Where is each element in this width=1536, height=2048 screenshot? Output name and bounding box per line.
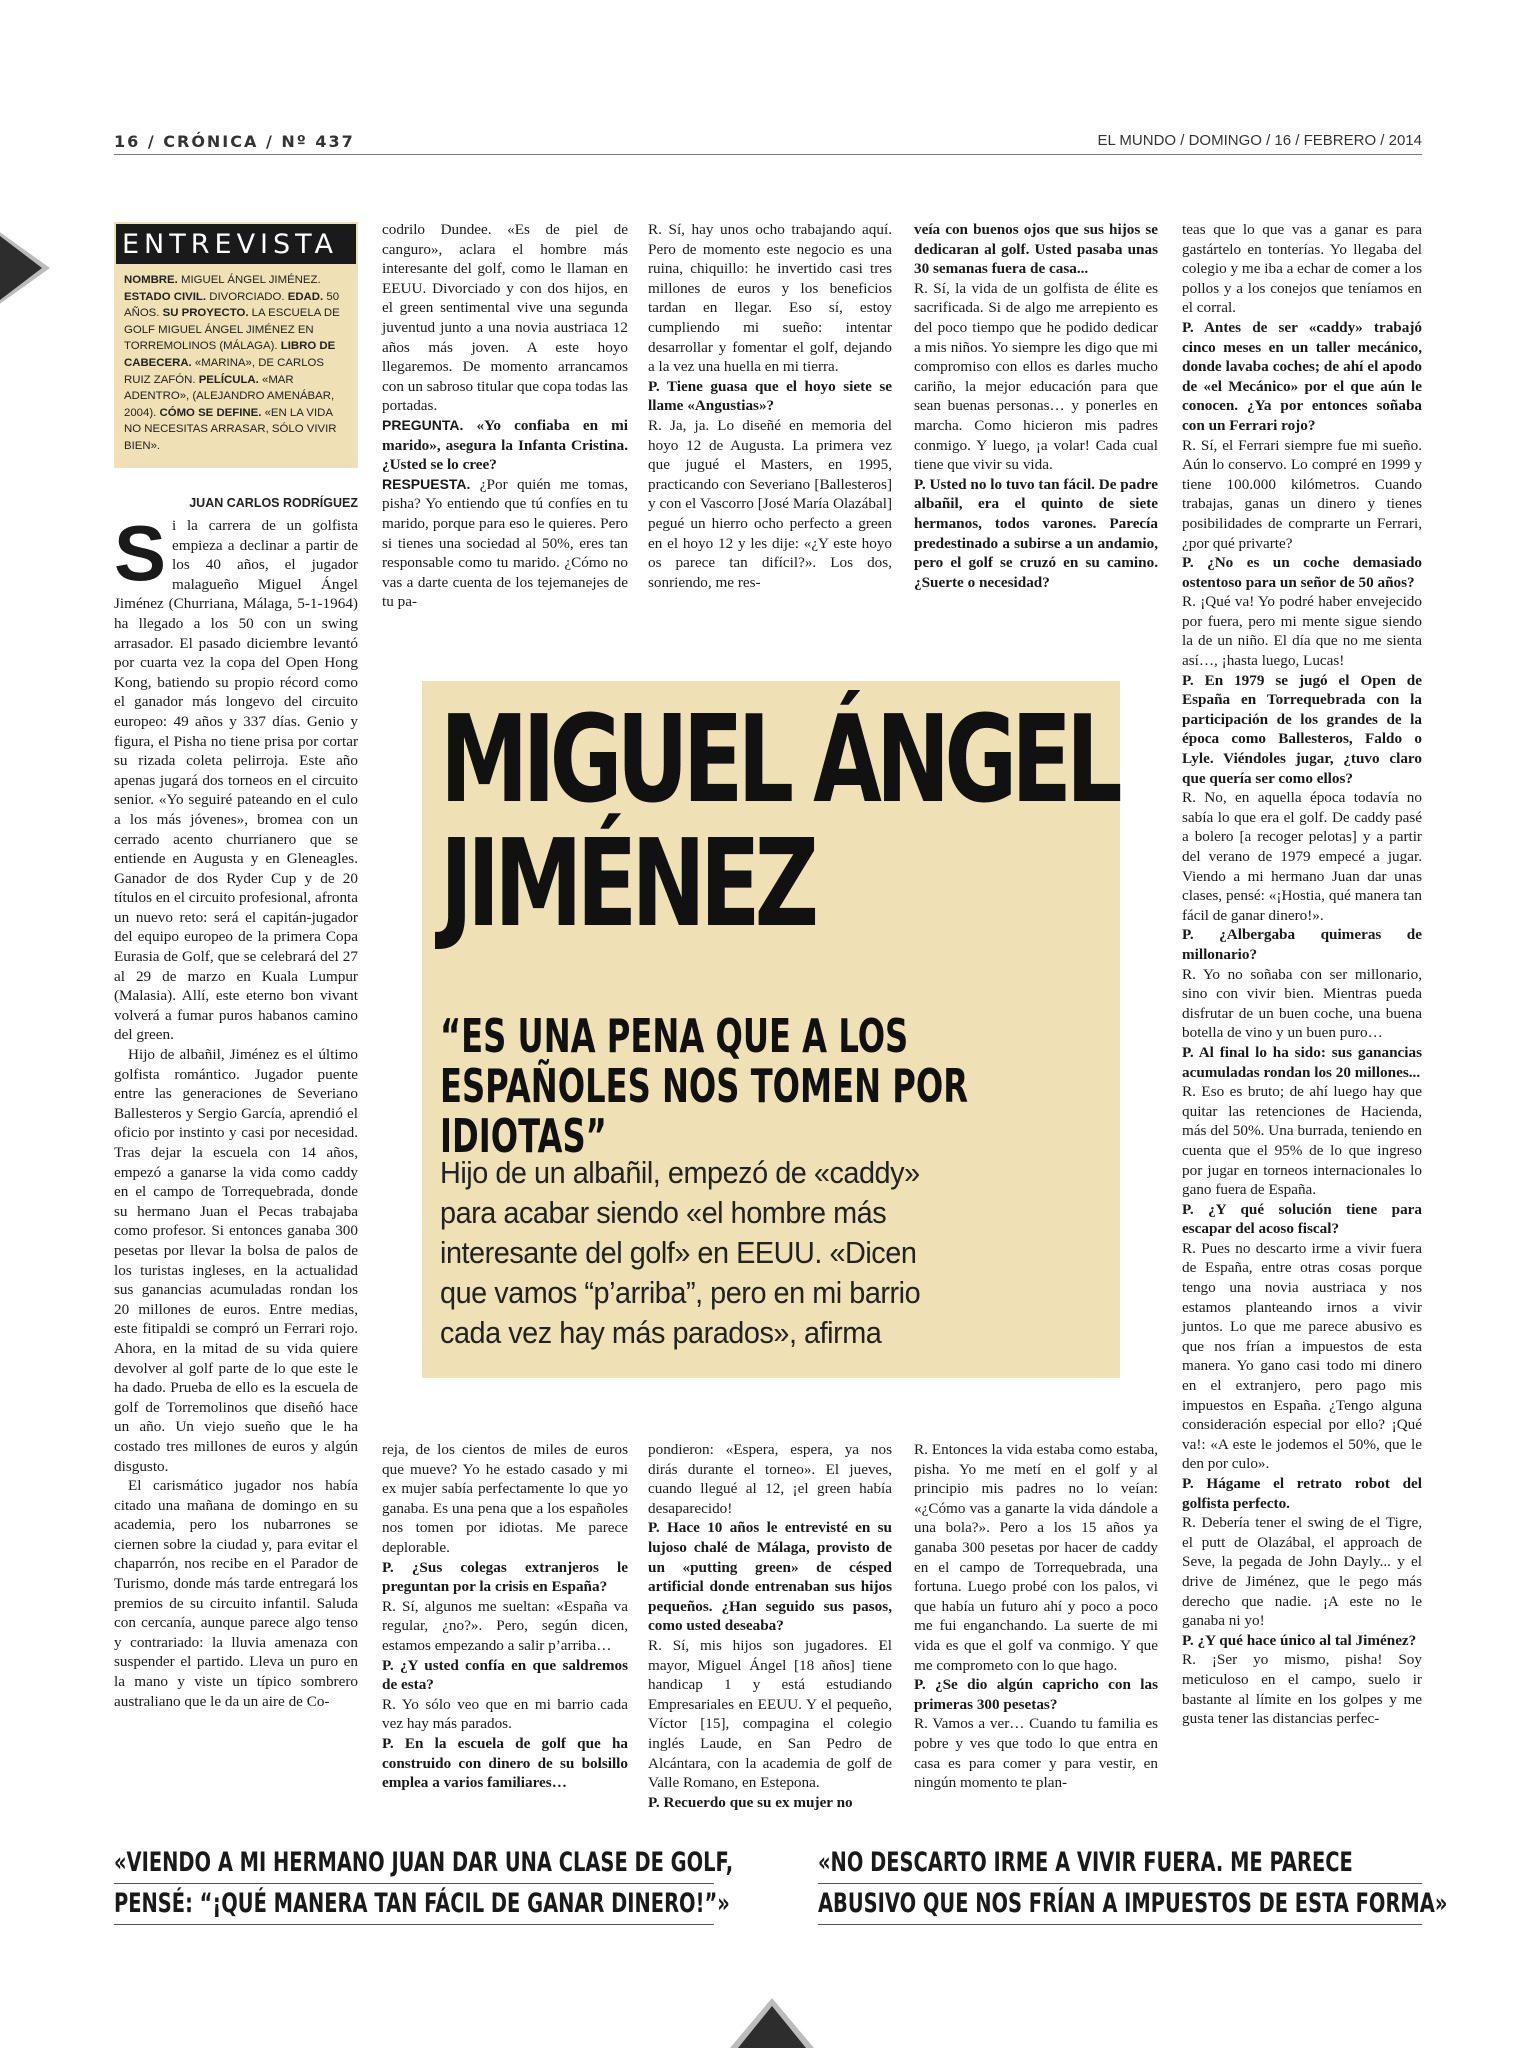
question-label: PREGUNTA. (382, 416, 464, 433)
drop-cap: S (114, 509, 167, 597)
question (382, 416, 628, 475)
factbox-label: CÓMO SE DEFINE. (159, 406, 262, 419)
factbox-label: EDAD. (287, 290, 324, 303)
answer (382, 475, 628, 612)
factbox-value: «EN LA VIDA NO NECESITAS ARRASAR, SÓLO VIVIR BIEN». (124, 406, 337, 452)
factbox-value: «MARINA», DE CARLOS RUIZ ZAFÓN. (124, 356, 325, 386)
pull-quote-line: PENSÉ: “¡QUÉ MANERA TAN FÁCIL DE GANAR DINERO!”» (114, 1888, 730, 1919)
answer: R. Pues no descarto irme a vivir fuera de España, entre otras cosas porque tengo una novia austriaca y nos estamos planteando irnos a vivir juntos. Lo que me parece abusivo es que nos frían a impuestos de esta manera. Yo gano casi todo mi dinero en el extranjero, pero pago mis impuestos en España. ¿Tengo alguna consideración especial por ello? ¡Qué va!: «A este le jodemos el 50%, que le den por culo». (1182, 1239, 1422, 1473)
interview-factbox (114, 222, 358, 468)
question: P. Tiene guasa que el hoyo siete se llame «Angustias»? (648, 377, 892, 415)
pull-quote-line: «VIENDO A MI HERMANO JUAN DAR UNA CLASE DE GOLF, (114, 1847, 734, 1878)
answer: R. ¡Qué va! Yo podré haber envejecido por fuera, pero mi mente sigue siendo la de un niño. El día que no me sienta así…, ¡hasta luego, Lucas! (1182, 593, 1422, 670)
factbox-value: MIGUEL ÁNGEL JIMÉNEZ. (180, 274, 321, 286)
question: veía con buenos ojos que sus hijos se dedicaran al golf. Usted pasaba unas 30 semanas fuera de casa... (914, 221, 1158, 278)
answer: pondieron: «Espera, espera, ya nos dirás durante el torneo». El jueves, cuando llegué al 12, ¡el green había desaparecido! (648, 1441, 892, 1517)
article-column-2-top (382, 220, 628, 612)
answer-text: ¿Por quién me tomas, pisha? Yo entiendo que tú confíes en tu marido, porque para eso le quieres. Pero si tienes una sociedad al 50%, eres tan responsable como tu marido. ¿Cómo no vas a darte cuenta de los tejemanejes de tu pa- (382, 475, 628, 611)
answer: R. Entonces la vida estaba como estaba, pisha. Yo me metí en el golf y al principio mis padres no lo veían: «¿Cómo vas a ganarte la vida dándole a una bola?». Pero a los 15 años ya ganaba 300 pesetas por hacer de caddy en el campo de Torrequebrada, una fortuna. Luego probé con los palos, vi que había un futuro ahí y poco a poco me fui enganchando. La suerte de mi vida es que el golf va conmigo. Y que me comprometo con lo que hago. (914, 1441, 1158, 1674)
answer: R. Ja, ja. Lo diseñé en memoria del hoyo 12 de Augusta. La primera vez que jugué el Masters, en 1995, practicando con Severiano [Ballesteros] y con el Vascorro [José María Olazábal] pegué un hierro ocho perfecto a green en el hoyo 12 y les dije: «¿Y este hoyo os parece tan difícil?». Los dos, sonriendo, me res- (648, 416, 892, 591)
article-column-2-bottom (382, 1440, 628, 1793)
pull-quote-right (818, 1843, 1448, 1925)
pull-quote-rule (114, 1924, 714, 1925)
answer: R. Sí, la vida de un golfista de élite es sacrificada. Si de algo me arrepiento es del poco tiempo que he podido dedicar a mis niños. Yo siempre les digo que mi compromiso con ellos es darles mucho cariño, la mejor educación para que sean buenas personas… y ponerles en marcha. Como hicieron mis padres conmigo. Y luego, ¡a volar! Cada cual tiene que vivir su vida. (914, 279, 1158, 474)
article-paragraph: teas que lo que vas a ganar es para gastártelo en tonterías. Yo llegaba del colegio y me iba a echar de comer a los pollos y a los conejos que teníamos en el corral. (1182, 221, 1422, 317)
article-column-4-bottom (914, 1440, 1158, 1793)
article-column-3-top (648, 220, 892, 592)
article-column-1 (114, 509, 358, 1711)
headline-quote: “ES UNA PENA QUE A LOS ESPAÑOLES NOS TOMEN POR IDIOTAS” (440, 1009, 969, 1163)
factbox-label: NOMBRE. (124, 274, 178, 286)
question: P. Hace 10 años le entrevisté en su lujoso chalé de Málaga, provisto de un «putting green» de césped artificial donde entrenaban sus hijos pequeños. ¿Han seguido sus pasos, como usted deseaba? (648, 1519, 892, 1635)
article-paragraph: Hijo de albañil, Jiménez es el último golfista romántico. Jugador puente entre las generaciones de Severiano Ballesteros y Sergio García, aprendió el oficio por instinto y casi por necesidad. Tras dejar la escuela con 14 años, empezó a ganarse la vida como caddy en el campo de Torrequebrada, donde su hermano Juan el Pecas trabajaba como profesor. Si entonces ganaba 300 pesetas por llevar la bolsa de palos de los turistas ingleses, en la actualidad sus ganancias acumuladas rondan los 20 millones de euros. Entre medias, este fitipaldi se compró un Ferrari rojo. Ahora, en la mitad de su vida quiere devolver al golf parte de lo que este le ha dado. Prueba de ello es la escuela de golf de Torremolinos que diseñó hace un año. Un viejo sueño que le ha costado tres millones de euros y algún disgusto. (114, 1046, 358, 1475)
pull-quote-left (114, 1843, 734, 1925)
article-paragraph (114, 509, 358, 1045)
factbox-label: PELÍCULA. (198, 373, 259, 386)
question: P. En la escuela de golf que ha construido con dinero de su bolsillo emplea a varios familiares… (382, 1734, 628, 1792)
answer-label: RESPUESTA. (382, 475, 471, 492)
pull-quote-line: «NO DESCARTO IRME A VIVIR FUERA. ME PARECE (818, 1847, 1353, 1878)
publication-date: EL MUNDO / DOMINGO / 16 / FEBRERO / 2014 (1097, 132, 1422, 149)
question: P. Usted no lo tuvo tan fácil. De padre albañil, era el quinto de siete hermanos, todos varones. Parecía predestinado a subirse a un andamio, pero el golf se cruzó en su camino. ¿Suerte o necesidad? (914, 475, 1158, 591)
headline-name (440, 691, 1117, 954)
factbox-label: SU PROYECTO. (162, 307, 249, 320)
answer: R. Vamos a ver… Cuando tu familia es pobre y ves que todo lo que entra en casa es para comer y para vestir, en ningún momento te plan- (914, 1715, 1158, 1792)
answer: R. Yo sólo veo que en mi barrio cada vez hay más parados. (382, 1695, 628, 1733)
article-column-4-top (914, 220, 1158, 592)
question: P. ¿Y qué hace único al tal Jiménez? (1182, 1631, 1417, 1649)
question: P. En 1979 se jugó el Open de España en Torrequebrada con la participación de los grandes de la época como Ballesteros, Faldo o Lyle. Viéndoles jugar, ¿tuvo claro que quería ser como ellos? (1182, 671, 1422, 787)
question: P. ¿Se dio algún capricho con las primeras 300 pesetas? (914, 1676, 1158, 1713)
header-rule (114, 154, 1422, 155)
article-column-3-bottom (648, 1440, 892, 1812)
answer: R. Eso es bruto; de ahí luego hay que quitar las retenciones de Hacienda, más del 50%. Una burrada, teniendo en cuenta que el 95% de lo que ingreso por jugar en torneos internacionales lo gano fuera de España. (1182, 1083, 1422, 1199)
question: P. Hágame el retrato robot del golfista perfecto. (1182, 1475, 1422, 1512)
question-text: «Yo confiaba en mi marido», asegura la Infanta Cristina. ¿Usted se lo cree? (382, 416, 628, 474)
byline: JUAN CARLOS RODRÍGUEZ (189, 496, 358, 510)
article-paragraph: El carismático jugador nos había citado una mañana de domingo en su academia, pero los nubarrones se ciernen sobre la ciudad y, para evitar el chaparrón, nos recibe en el Parador de Turismo, donde más tarde entregará los premios de su circuito infantil. Saluda con cercanía, aunque parece algo tenso y contrariado: la lluvia amenaza con suspender el partido. Lleva un puro en la mano y viste un típico sombrero australiano que le da un aire de Co- (114, 1477, 358, 1710)
prev-page-arrow-icon[interactable] (0, 236, 42, 300)
factbox-body (114, 264, 358, 463)
headline-line: JIMÉNEZ (440, 815, 814, 954)
answer: R. ¡Ser yo mismo, pisha! Soy meticuloso en el campo, suelo ir bastante al límite en los golpes y me gusta tener las distancias perfec- (1182, 1651, 1422, 1728)
question: P. ¿Albergaba quimeras de millonario? (1182, 926, 1422, 963)
article-column-5 (1182, 220, 1422, 1729)
factbox-value: LA ESCUELA DE GOLF MIGUEL ÁNGEL JIMÉNEZ EN TORREMOLINOS (MÁLAGA). (124, 307, 340, 353)
page-folio: 16 / CRÓNICA / Nº 437 (114, 132, 355, 151)
headline-feature-box (422, 681, 1120, 1378)
factbox-label: ESTADO CIVIL. (124, 290, 207, 303)
question: P. ¿Y usted confía en que saldremos de esta? (382, 1656, 628, 1694)
answer: R. Debería tener el swing de el Tigre, el putt de Olazábal, el approach de Seve, la pegada de John Dayly... y el drive de Jiménez, que le pego más derecho que nadie. ¡A este no le ganaba ni yo! (1182, 1514, 1422, 1630)
article-paragraph: reja, de los cientos de miles de euros que mueve? Yo he estado casado y mi ex mujer sabía perfectamente lo que yo ganaba. Es una pena que a los españoles nos tomen por idiotas. Me parece deplorable. (382, 1441, 628, 1556)
article-paragraph: codrilo Dundee. «Es de piel de canguro», aclara el hombre más interesante del golf, como le llaman en EEUU. Divorciado y con dos hijos, en el green sentimental vive una segunda juventud junto a una novia austriaca 12 años más joven. A este hoyo llegaremos. De momento arrancamos con un sabroso titular que copa todas las portadas. (382, 221, 628, 415)
answer: R. Sí, el Ferrari siempre fue mi sueño. Aún lo conservo. Lo compré en 1999 y tiene 100.000 kilómetros. Cuando trabajas, ganas un dinero y tienes posibilidades de comprarte un Ferrari, ¿por qué privarte? (1182, 436, 1422, 552)
answer: R. No, en aquella época todavía no sabía lo que era el golf. De caddy pasé a bolero [a recoger pelotas] y a partir del verano de 1979 empecé a jugar. Viendo a mi hermano Juan dar unas clases, pensé: «¡Hostia, qué manera tan fácil de ganar dinero!». (1182, 789, 1422, 924)
pull-quote-rule (818, 1924, 1422, 1925)
question: P. ¿Sus colegas extranjeros le preguntan por la crisis en España? (382, 1558, 628, 1596)
standfirst: Hijo de un albañil, empezó de «caddy» para acabar siendo «el hombre más interesante del golf» en EEUU. «Dicen que vamos “p’arriba”, pero en mi barrio cada vez hay más parados», afirma (440, 1155, 921, 1350)
question: P. ¿Y qué solución tiene para escapar del acoso fiscal? (1182, 1200, 1422, 1238)
headline-line: MIGUEL ÁNGEL (440, 691, 1117, 830)
question: P. Antes de ser «caddy» trabajó cinco meses en un taller mecánico, donde lavaba coches; de ahí el apodo de «el Mecánico» por el que aún le conocen. ¿Ya por entonces soñaba con un Ferrari rojo? (1182, 318, 1422, 434)
factbox-value: DIVORCIADO. (209, 290, 285, 303)
answer: R. Sí, mis hijos son jugadores. El mayor, Miguel Ángel [18 años] tiene handicap 1 y está estudiando Empresariales en EEUU. Y el pequeño, Víctor [15], compagina el colegio inglés Laude, en San Pedro de Alcántara, con la academia de golf de Valle Romano, en Estepona. (648, 1636, 892, 1792)
answer: R. Sí, hay unos ocho trabajando aquí. Pero de momento este negocio es una ruina, chiquillo: he invertido casi tres millones de euros y los beneficios tardan en llegar. Eso sí, estoy cumpliendo mi sueño: intentar desarrollar y fomentar el golf, dejando a la vez una huella en mi tierra. (648, 221, 892, 376)
question: P. Al final lo ha sido: sus ganancias acumuladas rondan los 20 millones... (1182, 1043, 1422, 1081)
paragraph-text: i la carrera de un golfista empieza a declinar a partir de los 40 años, el jugador malagueño Miguel Ángel Jiménez (Churriana, Málaga, 5-1-1964) ha llegado a los 50 con un swing arrasador. El pasado diciembre levantó por cuarta vez la copa del Open Hong Kong, batiendo su propio récord como el ganador más longevo del circuito europeo: 49 años y 337 días. Genio y figura, el Pisha no tiene prisa por cortar su rizada coleta pelirroja. Este año apenas jugará dos torneos en el circuito senior. «Yo seguiré pateando en el culo a los más jóvenes», bromea con un cerrado acento churrianero que se entiende en Augusta y en Gleneagles. Ganador de dos Ryder Cup y de 20 títulos en el circuito profesional, afronta un nuevo reto: será el capitán-jugador del equipo europeo de la primera Copa Eurasia de Golf, que se celebrará del 27 al 29 de marzo en Kuala Lumpur (Malasia). Allí, este eterno bon vivant volverá a fumar puros habanos camino del green. (114, 517, 358, 1044)
answer: R. Yo no soñaba con ser millonario, sino con vivir bien. Mientras pueda disfrutar de un buen coche, una buena botella de vino y un buen puro… (1182, 965, 1422, 1042)
pull-quote-line: ABUSIVO QUE NOS FRÍAN A IMPUESTOS DE ESTA FORMA» (818, 1888, 1448, 1919)
factbox-label: LIBRO DE CABECERA. (124, 340, 336, 369)
factbox-title: ENTREVISTA (116, 224, 356, 264)
factbox-value: «MAR ADENTRO», (ALEJANDRO AMENÁBAR, 2004). (124, 373, 335, 419)
factbox-value: 50 AÑOS. (124, 290, 340, 320)
question: P. Recuerdo que su ex mujer no (648, 1793, 853, 1811)
answer: R. Sí, algunos me sueltan: «España va regular, ¿no?». Pero, según dicen, estamos empezando a salir p’arriba… (382, 1597, 628, 1654)
question: P. ¿No es un coche demasiado ostentoso para un señor de 50 años? (1182, 554, 1422, 591)
